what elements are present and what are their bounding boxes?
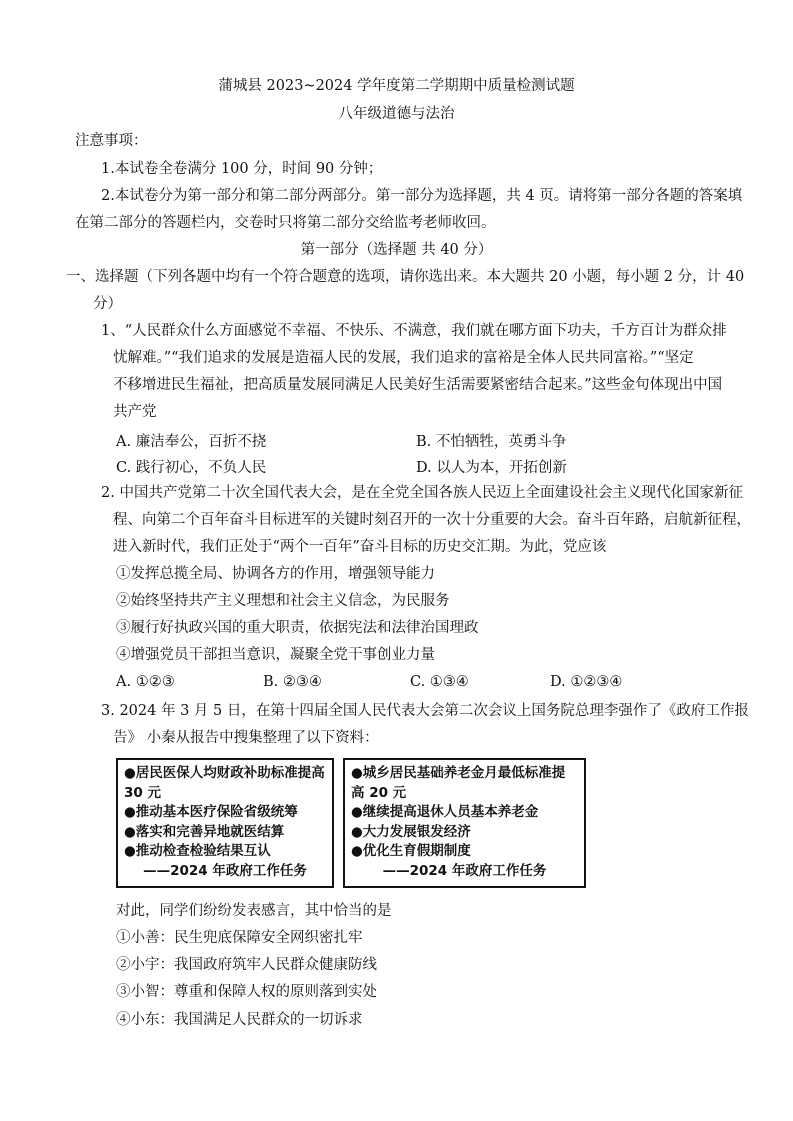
box1-line2: 30 元 [124, 784, 161, 801]
q1-option-b: B. 不怕牺牲，英勇斗争 [416, 434, 567, 450]
q3-stem-line1: 3. 2024 年 3 月 5 日，在第十四届全国人民代表大会第二次会议上国务院总理李强作了《政府工作报 [101, 703, 749, 719]
notice-item-2-line2: 在第二部分的答题栏内，交卷时只将第二部分交给监考老师收回。 [75, 215, 496, 231]
exam-subtitle: 八年级道德与法治 [338, 106, 455, 122]
section-instructions-line1: 一、选择题（下列各题中均有一个符合题意的选项，请你选出来。本大题共 20 小题，每小题 2 分，计 40 [66, 269, 745, 285]
q2-option-a: A. ①②③ [116, 674, 175, 690]
box1-line4: ●落实和完善异地就医结算 [124, 823, 285, 840]
q2-statement-1: ①发挥总揽全局、协调各方的作用，增强领导能力 [116, 566, 435, 582]
notice-item-1: 1.本试卷全卷满分 100 分，时间 90 分钟； [101, 161, 383, 177]
q2-stem-line3: 进入新时代，我们正处于“两个一百年”奋斗目标的历史交汇期。为此，党应该 [113, 539, 607, 555]
q1-option-a: A. 廉洁奉公，百折不挠 [116, 434, 267, 450]
q1-stem-line1: 1、“人民群众什么方面感觉不幸福、不快乐、不满意，我们就在哪方面下功夫，千方百计为群众排 [101, 323, 727, 339]
part1-title: 第一部分（选择题 共 40 分） [300, 242, 493, 258]
q3-statement-3: ③小智：尊重和保障人权的原则落到实处 [116, 984, 377, 1000]
q2-option-b: B. ②③④ [263, 674, 322, 690]
box2-line4: ●大力发展银发经济 [351, 823, 471, 840]
q3-prompt: 对此，同学们纷纷发表感言，其中恰当的是 [116, 903, 392, 919]
q3-statement-1: ①小善：民生兜底保障安全网织密扎牢 [116, 930, 363, 946]
q2-statement-2: ②始终坚持共产主义理想和社会主义信念，为民服务 [116, 593, 450, 609]
box1-line5: ●推动检查检验结果互认 [124, 843, 271, 859]
q1-option-c: C. 践行初心，不负人民 [116, 460, 267, 476]
box1-line3: ●推动基本医疗保险省级统筹 [124, 804, 298, 820]
material-box-medical [116, 758, 334, 888]
q1-stem-line2: 忧解难。”“我们追求的发展是造福人民的发展，我们追求的富裕是全体人民共同富裕。”“坚定 [113, 350, 694, 366]
q2-option-d: D. ①②③④ [550, 674, 623, 690]
box1-source: ——2024 年政府工作任务 [143, 862, 307, 879]
box2-line3: ●继续提高退休人员基本养老金 [351, 804, 539, 820]
material-box-pension [343, 758, 586, 888]
q2-option-c: C. ①③④ [410, 674, 469, 690]
box1-line1: ●居民医保人均财政补助标准提高 [124, 765, 325, 781]
q3-stem-line2: 告》 小秦从报告中搜集整理了以下资料： [113, 730, 379, 746]
q1-stem-line3: 不移增进民生福祉，把高质量发展同满足人民美好生活需要紧密结合起来。”这些金句体现出中国 [113, 377, 723, 393]
q3-statement-2: ②小宇：我国政府筑牢人民群众健康防线 [116, 957, 377, 973]
q2-statement-3: ③履行好执政兴国的重大职责，依据宪法和法律治国理政 [116, 620, 479, 636]
box2-line2: 高 20 元 [351, 784, 407, 801]
q1-stem-line4: 共产党 [113, 404, 157, 420]
box2-line5: ●优化生育假期制度 [351, 843, 471, 859]
box2-line1: ●城乡居民基础养老金月最低标准提 [351, 765, 566, 781]
exam-title: 蒲城县 2023~2024 学年度第二学期期中质量检测试题 [218, 78, 575, 94]
notice-item-2-line1: 2.本试卷分为第一部分和第二部分两部分。第一部分为选择题，共 4 页。请将第一部分各题的答案填 [101, 188, 743, 204]
q2-statement-4: ④增强党员干部担当意识，凝聚全党干事创业力量 [116, 647, 435, 663]
q1-option-d: D. 以人为本，开拓创新 [416, 460, 567, 476]
notice-heading: 注意事项： [75, 133, 148, 149]
box2-source: ——2024 年政府工作任务 [382, 862, 547, 879]
q2-stem-line1: 2. 中国共产党第二十次全国代表大会，是在全党全国各族人民迈上全面建设社会主义现代化国家新征 [101, 485, 743, 501]
q3-statement-4: ④小东：我国满足人民群众的一切诉求 [116, 1012, 363, 1028]
section-instructions-line2: 分） [93, 296, 122, 312]
q2-stem-line2: 程、向第二个百年奋斗目标进军的关键时刻召开的一次十分重要的大会。奋斗百年路，启航新征程， [113, 512, 751, 528]
